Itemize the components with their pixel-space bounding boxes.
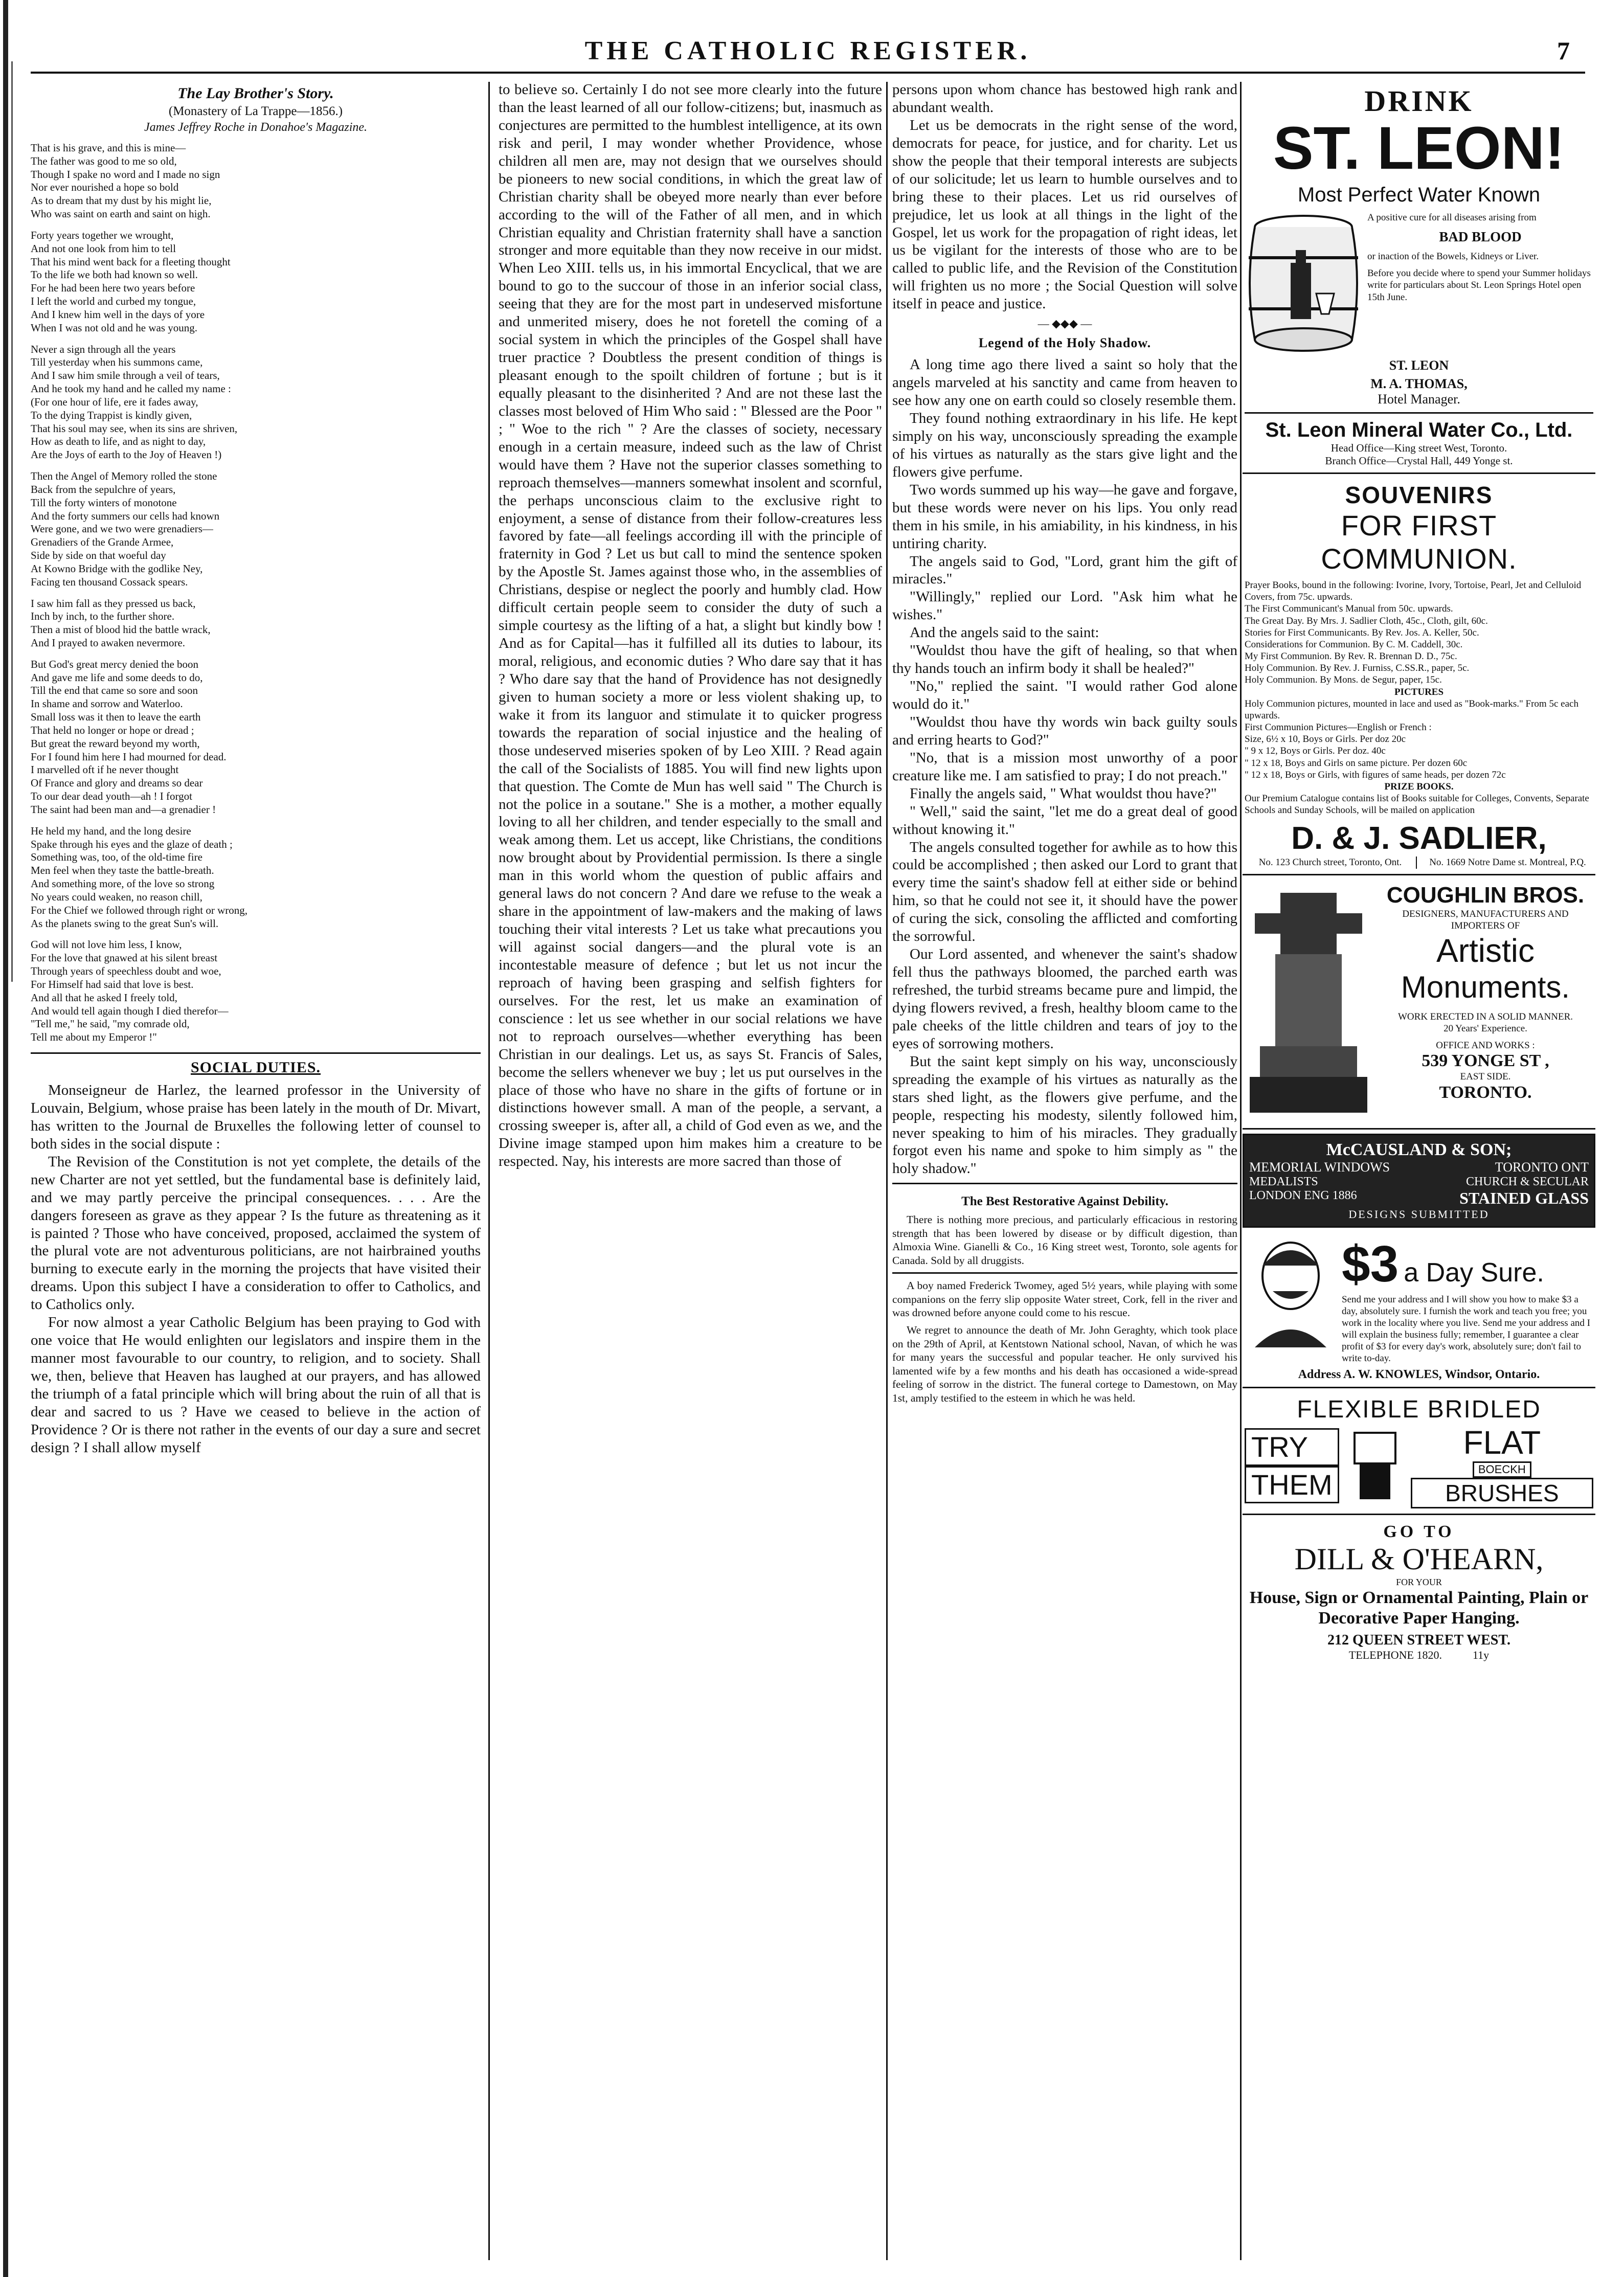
souvenir-line: Prayer Books, bound in the following: Ivorine, Ivory, Tortoise, Pearl, Jet and Celluloid Covers, from 75c. upwards.	[1245, 580, 1582, 603]
souvenirs-ad	[1243, 478, 1595, 875]
legend-paragraph: " Well," said the saint, "let me do a great deal of good without knowing it."	[892, 803, 1237, 838]
souvenir-line: The First Communicant's Manual from 50c. upwards.	[1245, 603, 1453, 615]
legend-paragraph: "No," replied the saint. "I would rather God alone would do it."	[892, 678, 1237, 712]
poem-byline: James Jeffrey Roche in Donahoe's Magazine.	[144, 121, 368, 134]
coughlin-name: COUGHLIN BROS.	[1386, 882, 1585, 908]
mccausland-toronto: TORONTO ONT	[1495, 1159, 1589, 1175]
manager-name: M. A. THOMAS,	[1370, 376, 1468, 391]
mccausland-stained: STAINED GLASS	[1459, 1188, 1589, 1207]
poem-stanza: God will not love him less, I know, For the love that gnawed at his silent breast Through years of speechless doubt and woe, For Himself had said that love is best. And all that he asked I freely told, And would tell again though I died therefor— "Tell me," he said, "my comrade old, Tell me about my Emperor !"	[31, 938, 229, 1044]
restorative-body	[892, 1213, 1237, 1267]
stleon-barrel-label: ST. LEON	[1389, 358, 1449, 373]
legend-paragraph: And the angels said to the saint:	[910, 624, 1099, 641]
knowles-amount: $3	[1342, 1235, 1399, 1293]
portrait-icon	[1245, 1235, 1337, 1347]
boeckh-flat: FLAT	[1463, 1424, 1541, 1461]
picture-line: " 9 x 12, Boys or Girls. Per doz. 40c	[1245, 746, 1386, 757]
column-4-ads	[1243, 81, 1595, 2249]
knowles-headline-row	[1342, 1235, 1593, 1294]
prize-text: Our Premium Catalogue contains list of Books suitable for Colleges, Convents, Separate Schools and Sunday Schools, will be mailed on application	[1245, 793, 1589, 816]
stleon-side-1: A positive cure for all diseases arising from	[1367, 212, 1537, 223]
boeckh-try-them	[1245, 1428, 1339, 1503]
stleon-head-office: Head Office—King street West, Toronto.	[1330, 442, 1507, 454]
coughlin-ad	[1243, 880, 1595, 1130]
mccausland-memorial: MEMORIAL WINDOWS	[1249, 1159, 1390, 1175]
legend-paragraph: The angels consulted together for awhile as to how this could be accomplished ; then asked our Lord to grant that every time the saint's shadow fell at either side or behind him, so that he could not see it, it should have the power of curing the sick, consoling the afflicted and comforting the sorrowful.	[892, 839, 1237, 945]
coughlin-artistic: Artistic	[1436, 932, 1535, 969]
article-body-continued	[499, 81, 882, 1170]
mccausland-row3	[1249, 1189, 1589, 1208]
coughlin-monuments: Monuments.	[1401, 970, 1570, 1004]
page-number: 7	[1557, 36, 1570, 65]
boeckh-ad	[1243, 1392, 1595, 1515]
legend-paragraph: A long time ago there lived a saint so holy that the angels marveled at his sanctity and came from heaven to see how any one on earth could so closely resemble them.	[892, 356, 1237, 409]
knowles-body: Send me your address and I will show you how to make $3 a day, absolutely sure. I furnish the work and teach you free; you work in the locality where you live. Send me your address and I will explain the business fully; remember, I guarantee a clear profit of $3 for every day's work, absolutely sure; don't fail to write to-day.	[1342, 1294, 1590, 1364]
boeckh-name: BOECKH	[1473, 1461, 1531, 1478]
brush-icon	[1344, 1428, 1406, 1504]
article-paragraph: Let us be democrats in the right sense of the word, democrats for peace, for justice, and for charity. Let us show the people that their temporal interests are subjects of our solicitude; let us learn to humble ourselves and to bring these to their places. Let us rid ourselves of prejudice, let us look at all things in the light of the Gospel, let us work for the propagation of right ideas, let us be vigilant for the interests of those who are to be called to public life, and the Revision of the Constitution will frighten us no more ; the Social Question will solve itself in peace and justice.	[892, 117, 1237, 312]
souvenirs-list	[1245, 579, 1593, 816]
poem-subtitle: (Monastery of La Trappe—1856.)	[168, 104, 343, 118]
restorative-heading: The Best Restorative Against Debility.	[961, 1194, 1168, 1209]
legend-paragraph: Our Lord assented, and whenever the saint's shadow fell thus the pathways bloomed, the parched earth was refreshed, the turbid streams became pure and limpid, the dying flowers revived, a fresh, healthy bloom came to the pale cheeks of the little children and tears of joy to the eyes of sorrowing mothers.	[892, 946, 1237, 1052]
article-body	[31, 1081, 481, 1457]
section-rule	[31, 1052, 481, 1054]
stleon-branch-office: Branch Office—Crystal Hall, 449 Yonge st.	[1325, 455, 1513, 467]
poem-stanza: But God's great mercy denied the boon And gave me life and some deeds to do, Till the end that came so sore and soon In shame and sorrow and Waterloo. Small loss was it then to leave the earth That held no longer or hope or dread ; But great the reward beyond my worth, For I found him here I had mourned for dead. I marvelled oft if he never thought Of France and glory and dreams so dear To our dear dead youth—ah ! I forgot The saint had been man and—a grenadier !	[31, 658, 227, 816]
monument-icon	[1245, 883, 1372, 1123]
stleon-side-2: or inaction of the Bowels, Kidneys or Liver.	[1367, 251, 1539, 262]
poem-stanza: That is his grave, and this is mine— The father was good to me so old, Though I spake no word and I made no sign Nor ever nourished a hope so bold As to dream that my dust by his might lie, Who was saint on earth and saint on high.	[31, 142, 220, 220]
mccausland-medalists: MEDALISTS	[1249, 1175, 1318, 1188]
stleon-company: St. Leon Mineral Water Co., Ltd.	[1265, 419, 1573, 441]
article-body-end	[892, 81, 1237, 313]
picture-line: Holy Communion pictures, mounted in lace and used as "Book-marks." From 5c each upwards.	[1245, 698, 1578, 721]
sadlier-toronto: No. 123 Church street, Toronto, Ont.	[1245, 856, 1417, 868]
stleon-manager	[1245, 376, 1593, 407]
article-heading: SOCIAL DUTIES.	[190, 1059, 321, 1076]
coughlin-side: EAST SIDE.	[1460, 1071, 1511, 1083]
mccausland-london: LONDON ENG 1886	[1249, 1188, 1357, 1202]
boeckh-row	[1245, 1424, 1593, 1508]
dill-name: DILL & O'HEARN,	[1294, 1542, 1544, 1576]
poem-stanza: Forty years together we wrought, And not one look from him to tell That his mind went back for a fleeting thought To the life we both had known so well. For he had been here two years before I left the world and curbed my tongue, And I knew him well in the days of yore When I was not old and he was young.	[31, 229, 231, 334]
stleon-drink: DRINK	[1364, 84, 1474, 118]
legend-paragraph: "Wouldst thou have thy words win back guilty souls and erring hearts to God?"	[892, 713, 1237, 748]
dill-phone: TELEPHONE 1820.	[1348, 1649, 1442, 1662]
souvenirs-subtitle: FOR FIRST COMMUNION.	[1321, 509, 1517, 575]
article-paragraph: persons upon whom chance has bestowed high rank and abundant wealth.	[892, 81, 1237, 116]
coughlin-desc: DESIGNERS, MANUFACTURERS AND IMPORTERS OF	[1402, 908, 1569, 931]
article-paragraph: For now almost a year Catholic Belgium has been praying to God with one voice that He would enlighten our legislators and inspire them in the manner most favourable to our country, to religion, and to society. Shall we, then, believe that Heaven has laughed at our prayers, and has allowed the triumph of a fatal principle which will bring about the ruin of all that is dear and sacred to us ? Have we ceased to believe in the action of Providence ? Or is there not rather in the events of our day a sure and secret design ? I shall allow myself	[31, 1314, 481, 1456]
ornament-divider: — ◆◆◆ —	[1037, 317, 1092, 330]
legend-paragraph: They found nothing extraordinary in his life. He kept simply on his way, unconsciously spreading the example of his virtues as naturally as the stars give light and the flowers give perfume.	[892, 410, 1237, 480]
stleon-name: ST. LEON!	[1273, 115, 1565, 182]
boeckh-them: THEM	[1245, 1466, 1339, 1503]
dill-for-your: FOR YOUR	[1396, 1576, 1442, 1587]
boeckh-flexible: FLEXIBLE BRIDLED	[1297, 1395, 1541, 1423]
poem-stanza: I saw him fall as they pressed us back, Inch by inch, to the further shore. Then a mist of blood hid the battle wrack, And I prayed to awaken nevermore.	[31, 597, 211, 649]
mccausland-name: McCAUSLAND & SON;	[1326, 1140, 1512, 1159]
sadlier-addresses	[1245, 856, 1593, 868]
news-paragraph: A boy named Frederick Twomey, aged 5½ years, while playing with some companions on the ferry slip opposite Water street, Cork, fell in the river and was drowned before anyone could come to his rescue.	[892, 1279, 1237, 1319]
poem-stanza: He held my hand, and the long desire Spake through his eyes and the glaze of death ; Something was, too, of the old-time fire Men feel when they taste the battle-breath. And something more, of the love so strong No years could weaken, no reason chill, For the Chief we followed through right or wrong, As the planets swing to the great Sun's will.	[31, 824, 248, 930]
prize-heading: PRIZE BOOKS.	[1384, 781, 1454, 792]
news-paragraph: We regret to announce the death of Mr. John Geraghty, which took place on the 29th of April, at Kentstown National school, Navan, of which he was for many years the successful and popular teacher. He only survived his lamented wife by a few months and his death has occasioned a wide-spread feeling of sorrow in the district. The funeral cortege to Damestown, on May 1st, amply testified to the esteem in which he was held.	[892, 1324, 1237, 1404]
knowles-text	[1342, 1235, 1593, 1365]
dill-ad	[1243, 1519, 1595, 1667]
legend-paragraph: Finally the angels said, " What wouldst thou have?"	[910, 785, 1217, 802]
page-edge	[3, 0, 8, 2277]
section-rule	[892, 1183, 1237, 1184]
souvenir-line: Holy Communion. By Rev. J. Furniss, C.SS.R., paper, 5c.	[1245, 663, 1470, 674]
knowles-ad	[1243, 1232, 1595, 1388]
coughlin-address: 539 YONGE ST ,	[1422, 1051, 1549, 1071]
column-rule	[886, 82, 888, 2260]
mccausland-row1	[1249, 1160, 1589, 1175]
column-rule	[1240, 82, 1242, 2260]
mccausland-church: CHURCH & SECULAR	[1465, 1175, 1589, 1188]
picture-line: Size, 6½ x 10, Boys or Girls. Per doz 20c	[1245, 734, 1406, 745]
article-paragraph: Monseigneur de Harlez, the learned professor in the University of Louvain, Belgium, whose praise has been lately in the mouth of Dr. Mivart, has written to the Journal de Bruxelles the following letter of counsel to both sides in the social dispute :	[31, 1082, 481, 1152]
stleon-tagline: Most Perfect Water Known	[1297, 184, 1541, 206]
coughlin-work: WORK ERECTED IN A SOLID MANNER.	[1398, 1011, 1573, 1022]
article-paragraph: The Revision of the Constitution is not yet complete, the details of the new Charter are not yet settled, but the fundamental base is definitely laid, and we may partly perceive the principal consequences. . . . Are the dangers foreseen as grave as they appear ? Is the future as threatening as it is painted ? Those who have conceived, proposed, acclaimed the system of the plural vote are not adventurous politicians, are not hairbrained youths burning to execute early in the morning the projects that have visited their dreams. Upon this subject I have a consideration to offer to Catholics, and to Catholics only.	[31, 1153, 481, 1313]
poem-title: The Lay Brother's Story.	[177, 85, 334, 102]
coughlin-row	[1245, 883, 1593, 1123]
column-rule	[488, 82, 490, 2260]
souvenir-line: The Great Day. By Mrs. J. Sadlier Cloth, 45c., Cloth, gilt, 60c.	[1245, 615, 1488, 626]
legend-paragraph: But the saint kept simply on his way, unconsciously spreading the example of his virtues as naturally as the stars shed light, as the flowers give perfume, and the people, respecting his modesty, silently followed him, never speaking to him of his miracles. They gradually forgot even his name and spoke to him simply as " the holy shadow."	[892, 1053, 1237, 1177]
boeckh-brand	[1411, 1424, 1593, 1508]
picture-line: " 12 x 18, Boys and Girls on same picture. Per dozen 60c	[1245, 757, 1468, 769]
knowles-address: Address A. W. KNOWLES, Windsor, Ontario.	[1298, 1367, 1540, 1381]
coughlin-city: TORONTO.	[1439, 1083, 1532, 1102]
mccausland-ad	[1243, 1134, 1595, 1228]
legend-paragraph: "Wouldst thou have the gift of healing, so that when thy hands touch an infirm body it shall be healed?"	[892, 642, 1237, 677]
legend-paragraph: The angels said to God, "Lord, grant him the gift of miracles."	[892, 553, 1237, 588]
poem-stanza: Then the Angel of Memory rolled the stone Back from the sepulchre of years, Till the forty winters of monotone And the forty summers our cells had known Were gone, and we two were grenadiers— Grenadiers of the Grande Armee, Side by side on that woeful day At Kowno Bridge with the godlike Ney, Facing ten thousand Cossack spears.	[31, 470, 220, 588]
stleon-barrel-row	[1245, 212, 1593, 355]
column-2	[499, 81, 882, 2249]
page-edge-line	[11, 61, 13, 982]
dill-address: 212 QUEEN STREET WEST.	[1327, 1632, 1510, 1649]
legend-paragraph: "No, that is a mission most unworthy of a poor creature like me. I am satisfied to pray; I do not preach."	[892, 749, 1237, 784]
stleon-ad	[1243, 81, 1595, 474]
poem-stanza: Never a sign through all the years Till yesterday when his summons came, And I saw him smile through a veil of tears, And he took my hand and he called my name : (For one hour of life, ere it fades away, To the dying Trappist is kindly given, That his soul may see, when its sins are shriven, How as death to life, and as night to day, Are the Joys of earth to the Joy of Heaven !)	[31, 343, 238, 461]
restorative-paragraph: There is nothing more precious, and particularly efficacious in restoring strength that has been lowered by disease or by difficult digestion, than Almoxia Wine. Gianelli & Co., 16 King street west, Toronto, sole agents for Canada. Sold by all druggists.	[892, 1213, 1237, 1267]
boeckh-try: TRY	[1245, 1428, 1339, 1466]
legend-body	[892, 356, 1237, 1178]
ad-rule	[1245, 412, 1593, 414]
boeckh-brushes: BRUSHES	[1411, 1478, 1593, 1508]
mccausland-designs: DESIGNS SUBMITTED	[1348, 1207, 1490, 1221]
coughlin-experience: 20 Years' Experience.	[1443, 1023, 1527, 1034]
page-header	[31, 36, 1585, 74]
dill-goto: GO TO	[1383, 1522, 1455, 1541]
legend-paragraph: "Willingly," replied our Lord. "Ask him what he wishes."	[892, 589, 1237, 623]
section-rule	[892, 1272, 1237, 1274]
coughlin-text	[1378, 883, 1593, 1123]
manager-title: Hotel Manager.	[1378, 392, 1460, 407]
poem-body	[31, 142, 481, 1044]
dill-code: 11y	[1472, 1649, 1490, 1662]
knowles-row	[1245, 1235, 1593, 1365]
sadlier-name: D. & J. SADLIER,	[1291, 821, 1547, 856]
picture-line: First Communion Pictures—English or French :	[1245, 722, 1432, 733]
stleon-side-3: Before you decide where to spend your Summer holidays write for particulars about St. Leon Springs Hotel open 15th June.	[1367, 268, 1591, 303]
souvenir-line: Stories for First Communicants. By Rev. Jos. A. Keller, 50c.	[1245, 627, 1479, 638]
picture-line: " 12 x 18, Boys or Girls, with figures of same heads, per dozen 72c	[1245, 769, 1506, 780]
barrel-icon	[1245, 212, 1362, 355]
souvenir-line: Considerations for Communion. By C. M. Caddell, 30c.	[1245, 639, 1463, 650]
dill-services: House, Sign or Ornamental Painting, Plain or Decorative Paper Hanging.	[1249, 1588, 1589, 1628]
stleon-bad-blood: BAD BLOOD	[1439, 229, 1522, 245]
sadlier-montreal: No. 1669 Notre Dame st. Montreal, P.Q.	[1429, 857, 1586, 868]
legend-paragraph: Two words summed up his way—he gave and forgave, but these words were never on his lips. You only read them in his smile, in his amiability, in his kindness, in his untiring charity.	[892, 481, 1237, 552]
souvenir-line: Holy Communion. By Mons. de Segur, paper, 15c.	[1245, 674, 1442, 686]
masthead: THE CATHOLIC REGISTER.	[584, 36, 1031, 65]
stleon-side-text	[1367, 212, 1593, 355]
news-items	[892, 1279, 1237, 1405]
column-3	[892, 81, 1237, 2249]
coughlin-office: OFFICE AND WORKS :	[1436, 1040, 1535, 1051]
pictures-heading: PICTURES	[1394, 686, 1444, 697]
dill-phone-row	[1245, 1649, 1593, 1662]
mccausland-row2	[1249, 1175, 1589, 1189]
article-paragraph: to believe so. Certainly I do not see more clearly into the future than the least learned of all our follow-citizens; but, inasmuch as conjectures are permitted to the humblest intelligence, at its own risk and peril, I may wonder whether Providence, whose children all men are, may not design that we ourselves should be pioneers to new social conditions, in which the great law of Christian charity shall be obeyed more nearly than ever before according to the will of the Father of all men, and in which Christian equality and Christian fraternity shall have a sanction stronger and more equitable than they now receive in our midst. When Leo XIII. tells us, in his immortal Encyclical, that we are bound to go to the succour of those in an inferior social class, seeing that they are for the most part in undeserved misfortune and unmerited misery, does he not foretell the coming of a social system in which the principles of the Gospel shall have truer practice ? Doubtless the present condition of things is pleasant enough to the spoilt children of fortune ; but is it equally pleasant to the disinherited ? And are not these last the classes most beloved of Him Who said : " Blessed are the Poor " ; " Woe to the rich " ? Are the classes of society, necessary enough in a certain measure, indeed such as the law of Christ would have them ? Have not the superior classes something to reproach themselves—manners somewhat insolent and scornful, the perhaps unconscious claim to the exclusive right to enjoyment, a sense of distance from their follow-creatures less favored by fate—all feelings according ill with the principle of fraternity in God ? Let us but call to mind the sentence spoken by the Apostle St. James against those who, in the assemblies of Christians, despise or neglect the poorly and humbly clad. How difficult certain people seem to consider the duty of such a simple courtesy as the lifting of a hat, a slight but kindly bow ! And as for Capital—has it fulfilled all its duties to labour, its moral, religious, and economic duties ? Who dare say that it has ? Who dare say that the hand of Providence has not designedly given to human society a more or less violent shaking up, to wake it from its languor and stimulate it to quicker progress towards the reparation of social injustice and the healing of those undeserved miseries spoken of by Leo XIII. ? Read again the call of the Socialists of 1885. You will find new lights upon that question. The Comte de Mun has well said " The Church is not the police in a soutane." She is a mother, a mother equally loving to all her children, and tender especially to the small and weak among them. Let us accept, like Christians, the conditions now brought about by Providential permission. Is there a single man in this world whom the question of public affairs and general laws do not concern ? And dare we refuse to the weak a share in the appointment of law-makers and the making of laws touching their vital interests ? Let us take what precautions you will against social dangers—and the plural vote is an incontestable measure of defence ; but let us not incur the reproach of having been grasping and selfish fighters for ourselves. For the rest, let us make an examination of conscience : let us see whether in our social relations we have not to reproach ourselves—whether everything has been Christian in our dealings. Let us, as says St. Francis of Sales, become the sellers whenever we buy ; let us put ourselves in the place of those who have no share in the gifts of fortune or in distinctions however small. A man of the people, a servant, a crossing sweeper is, after all, a child of God even as we, and the Divine image stamped upon him makes him a creature to be respected. Nay, his interests are more sacred than those of	[499, 81, 882, 1170]
legend-heading: Legend of the Holy Shadow.	[978, 335, 1152, 351]
column-1	[31, 81, 481, 2249]
souvenirs-title: SOUVENIRS	[1345, 482, 1493, 508]
knowles-headline: a Day Sure.	[1404, 1257, 1544, 1288]
souvenir-line: My First Communion. By Rev. R. Brennan D. D., 75c.	[1245, 651, 1457, 662]
